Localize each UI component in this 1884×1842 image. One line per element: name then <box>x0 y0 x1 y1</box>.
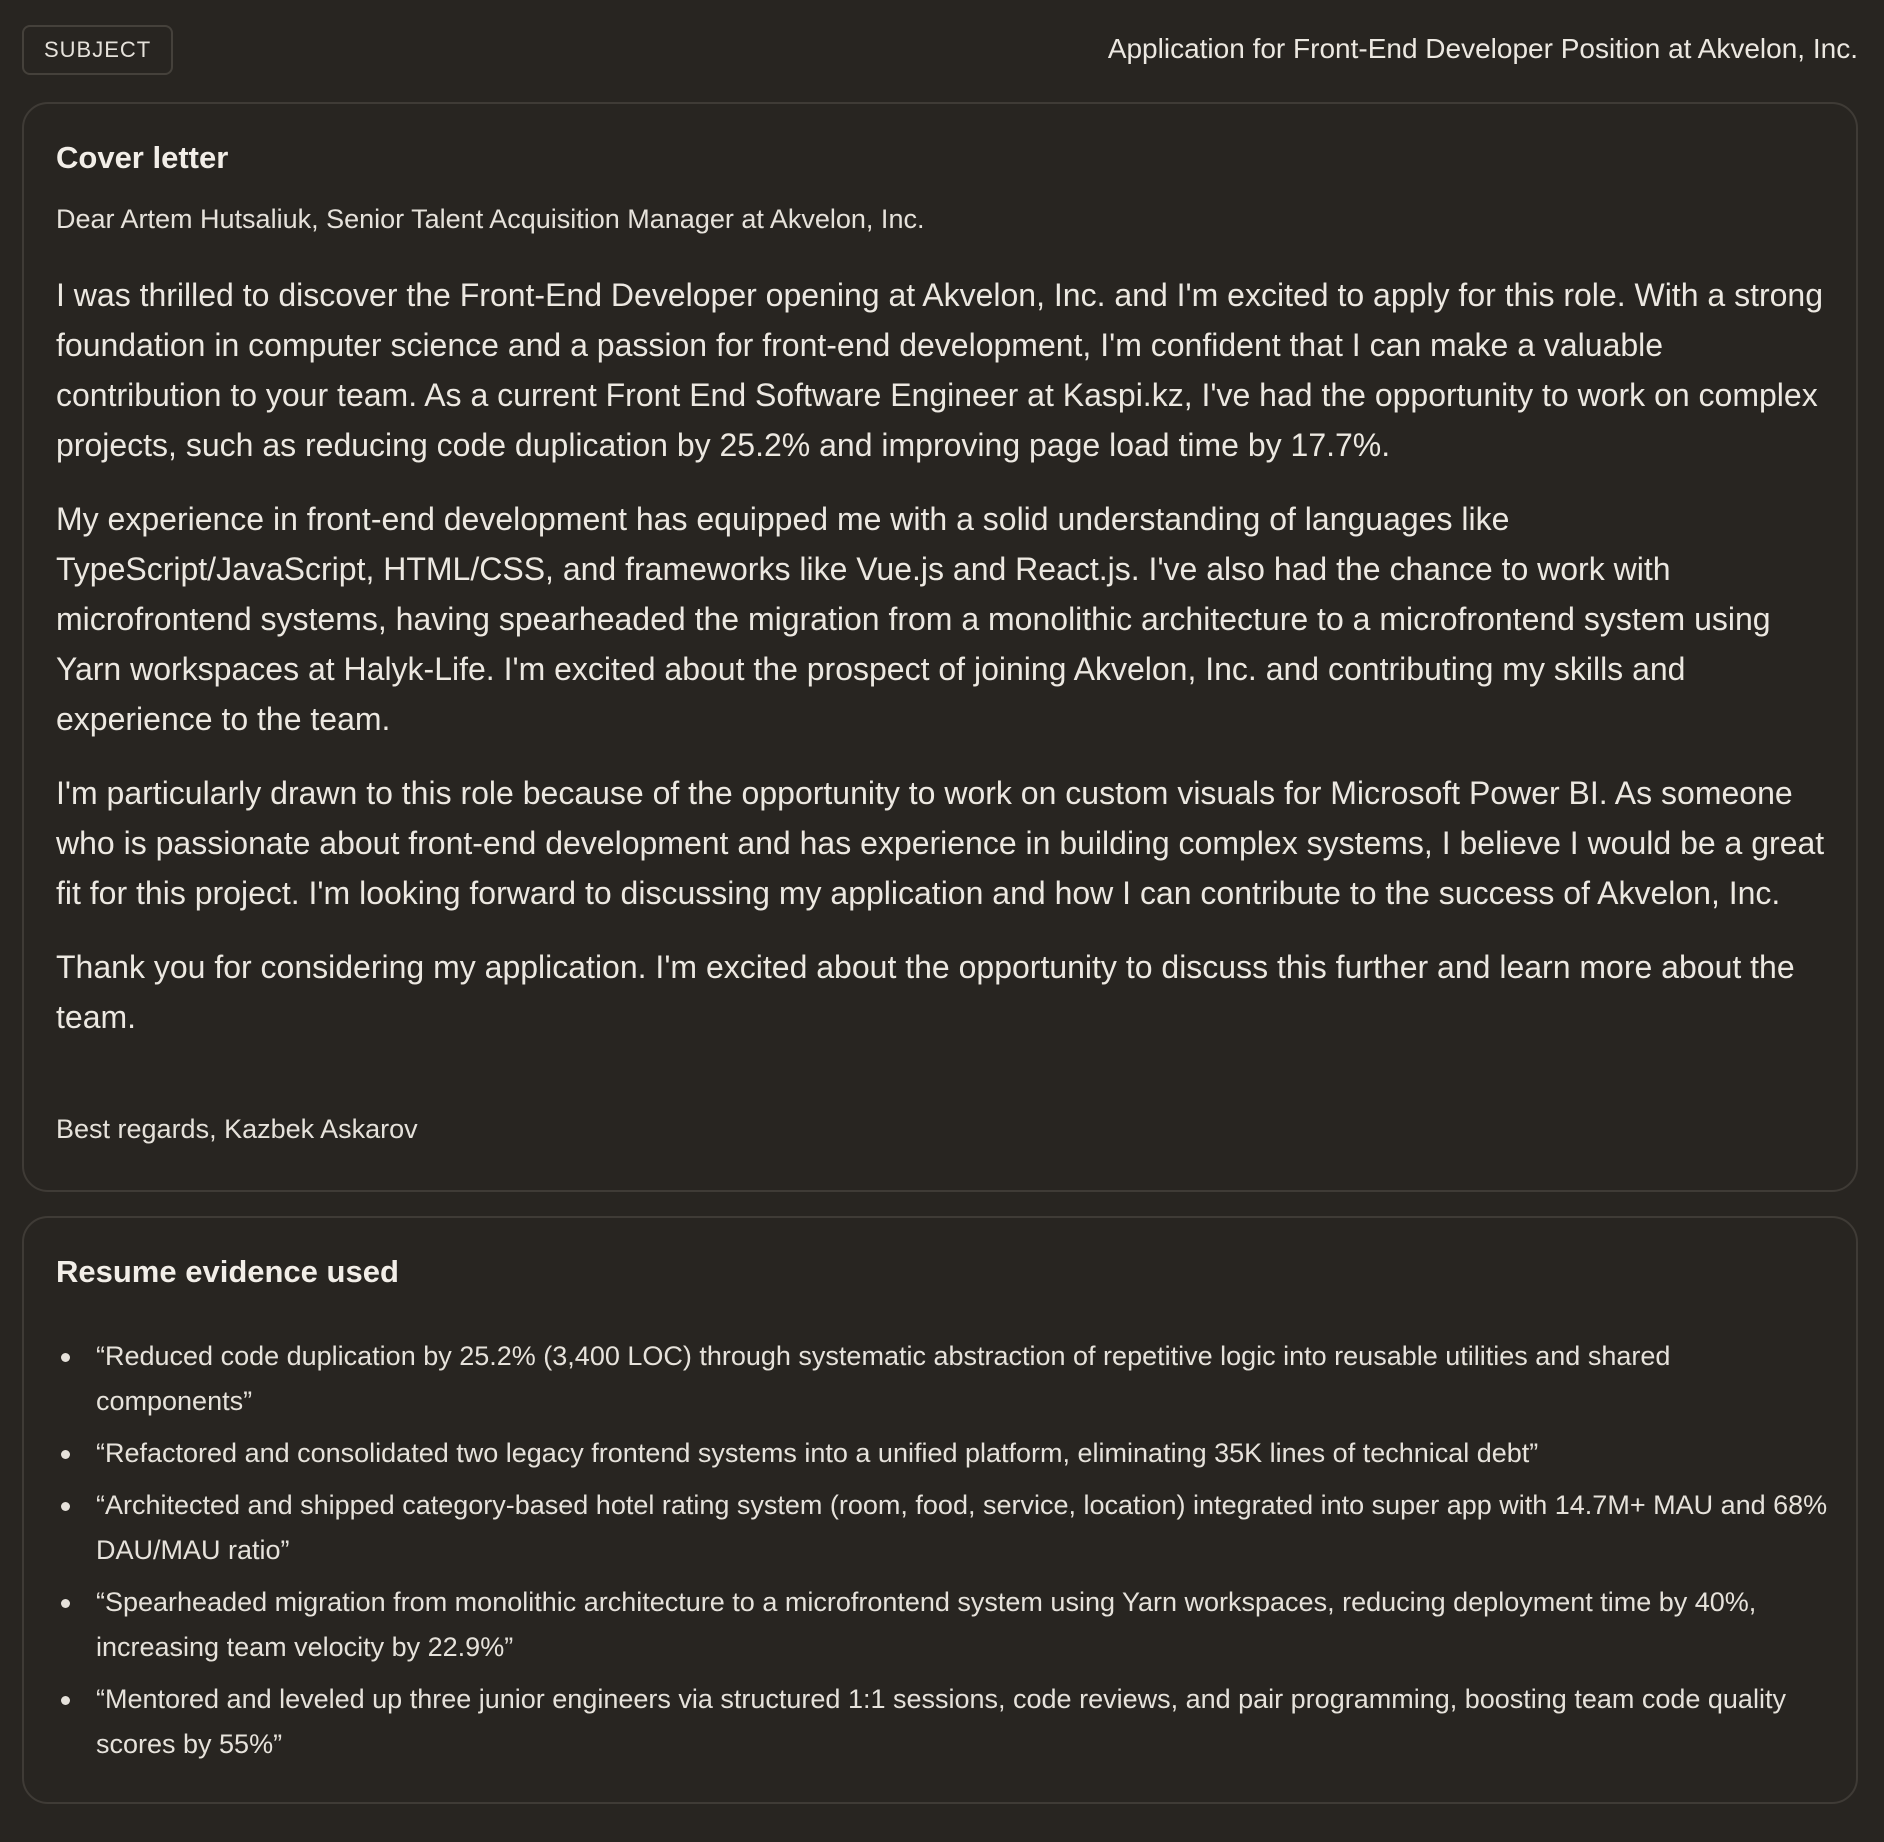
evidence-item <box>96 1483 1830 1573</box>
resume-evidence-title: Resume evidence used <box>56 1254 399 1289</box>
letter-paragraph: Thank you for considering my application. I'm excited about the opportunity to discuss this further and learn more about the team. <box>56 949 1795 1035</box>
evidence-text: “Mentored and leveled up three junior engineers via structured 1:1 sessions, code reviews, and pair programming, boosting team code quality scores by 55%” <box>96 1684 1786 1759</box>
bullet-icon <box>61 1502 70 1511</box>
letter-signoff: Best regards, Kazbek Askarov <box>56 1114 418 1144</box>
cover-letter-card <box>22 102 1858 1192</box>
letter-paragraph: I was thrilled to discover the Front-End Developer opening at Akvelon, Inc. and I'm excited to apply for this role. With a strong foundation in computer science and a passion for front-end development, I'm confident that I can make a valuable contribution to your team. As a current Front End Software Engineer at Kaspi.kz, I've had the opportunity to work on complex projects, such as reducing code duplication by 25.2% and improving page load time by 17.7%. <box>56 277 1823 463</box>
evidence-text: “Reduced code duplication by 25.2% (3,400 LOC) through systematic abstraction of repetitive logic into reusable utilities and shared components” <box>96 1341 1671 1416</box>
bullet-icon <box>61 1696 70 1705</box>
subject-badge: SUBJECT <box>22 25 173 75</box>
bullet-icon <box>61 1353 70 1362</box>
evidence-list <box>56 1334 1830 1774</box>
letter-paragraph: I'm particularly drawn to this role because of the opportunity to work on custom visuals for Microsoft Power BI. As someone who is passionate about front-end development and has experience in building complex systems, I believe I would be a great fit for this project. I'm looking forward to discussing my application and how I can contribute to the success of Akvelon, Inc. <box>56 775 1825 911</box>
evidence-item <box>96 1580 1830 1670</box>
cover-letter-title: Cover letter <box>56 140 229 175</box>
evidence-item <box>96 1431 1830 1476</box>
resume-evidence-card <box>22 1216 1858 1804</box>
letter-body <box>56 270 1830 1066</box>
letter-paragraph: My experience in front-end development has equipped me with a solid understanding of languages like TypeScript/JavaScript, HTML/CSS, and frameworks like Vue.js and React.js. I've also had the chance to work with microfrontend systems, having spearheaded the migration from a monolithic architecture to a microfrontend system using Yarn workspaces at Halyk-Life. I'm excited about the prospect of joining Akvelon, Inc. and contributing my skills and experience to the team. <box>56 501 1771 737</box>
bullet-icon <box>61 1599 70 1608</box>
bullet-icon <box>61 1450 70 1459</box>
subject-row <box>22 25 1858 77</box>
subject-text: Application for Front-End Developer Position at Akvelon, Inc. <box>1107 33 1858 64</box>
letter-greeting: Dear Artem Hutsaliuk, Senior Talent Acquisition Manager at Akvelon, Inc. <box>56 204 925 234</box>
evidence-item <box>96 1677 1830 1767</box>
evidence-text: “Architected and shipped category-based hotel rating system (room, food, service, location) integrated into super app with 14.7M+ MAU and 68% DAU/MAU ratio” <box>96 1490 1828 1565</box>
evidence-item <box>96 1334 1830 1424</box>
evidence-text: “Refactored and consolidated two legacy frontend systems into a unified platform, eliminating 35K lines of technical debt” <box>96 1438 1539 1468</box>
evidence-text: “Spearheaded migration from monolithic architecture to a microfrontend system using Yarn workspaces, reducing deployment time by 40%, increasing team velocity by 22.9%” <box>96 1587 1757 1662</box>
